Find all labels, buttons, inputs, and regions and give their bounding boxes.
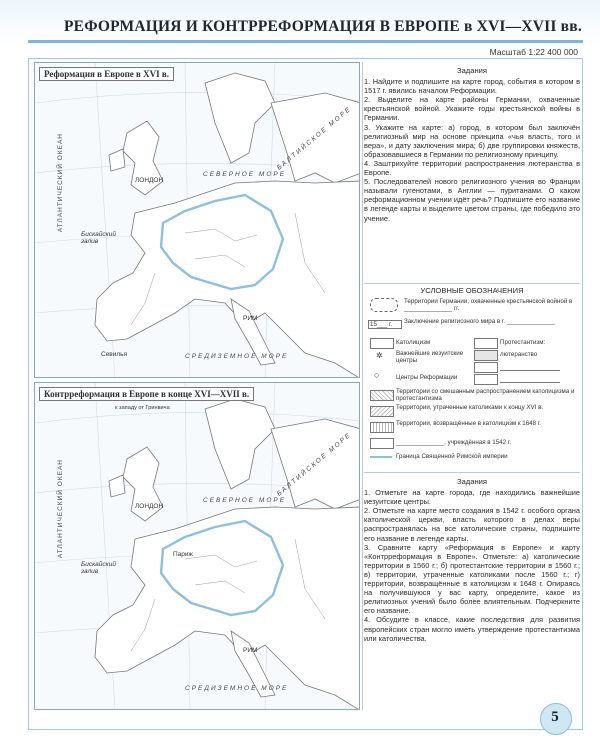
baltic-sea-label-2: БАЛТИЙСКОЕ МОРЕ	[275, 431, 354, 498]
greenwich-note: к западу от Гринвича	[115, 405, 170, 411]
jesuit-centre-icon: ✲	[376, 351, 383, 360]
tasks-heading: Задания	[456, 66, 487, 75]
map-counter-reformation-svg	[35, 383, 360, 710]
section-divider	[364, 283, 580, 284]
med-sea-label: СРЕДИЗЕМНОЕ МОРЕ	[185, 353, 289, 360]
tasks-heading-2: Задания	[456, 477, 487, 486]
legend-swatch-lost	[370, 406, 394, 417]
legend-lutheranism: лютеранство	[500, 351, 538, 358]
legend-swatch-founded	[370, 438, 394, 449]
legend-blank-line-2	[500, 376, 560, 383]
seville-label: Севилья	[101, 351, 128, 358]
legend-swatch-mixed	[370, 390, 394, 401]
north-sea-label-2: СЕВЕРНОЕ МОРЕ	[203, 497, 287, 504]
legend-jesuit: Важнейшие иезуитские центры	[396, 350, 464, 364]
page-title: РЕФОРМАЦИЯ И КОНТРРЕФОРМАЦИЯ В ЕВРОПЕ в XVI—XVII вв.	[64, 18, 582, 35]
legend-swatch-border	[370, 456, 392, 458]
legend-swatch-lutheranism	[474, 350, 498, 361]
section-divider	[364, 472, 580, 473]
legend-swatch-blank-1	[474, 362, 498, 373]
tasks-counter-reformation	[364, 477, 580, 643]
task-item: 4. Заштрихуйте территории распространения лютеранства в Европе.	[364, 158, 580, 178]
rome-label: РИМ	[243, 315, 258, 322]
task-item: 2. Выделите на карте районы Германии, охваченные крестьянской войной. Укажите годы крестьянской войны в Германии.	[364, 95, 580, 123]
london-label-2: ЛОНДОН	[135, 503, 164, 510]
legend-catholicism: Католицизм	[396, 339, 431, 346]
task-item: 3. Укажите на карте: а) город, в котором был заключён религиозный мир на основе принципа «чья власть, того и вера», и дату заключения мира; б) две группировки княжеств, образовавшиеся в Германии по религиозному принципу.	[364, 122, 580, 159]
task-item: 2. Отметьте на карте место создания в 1542 г. особого органа католической церкви, власть которого в делах веры распространялась на все католические страны, подпишите его название в легенде карты.	[364, 506, 580, 543]
legend-reformation-centres: Центры Реформации	[396, 374, 458, 381]
legend-peace-date: 15___ г.	[368, 320, 402, 329]
legend-returned: Территории, возвращённые в католицизм к 1648 г.	[396, 420, 542, 427]
legend-swatch-protestantism	[474, 338, 498, 349]
reformation-centre-icon: ○	[374, 370, 380, 380]
task-item: 1. Отметьте на карте города, где находились важнейшие иезуитские центры.	[364, 488, 580, 507]
legend-swatch-blank-2	[474, 374, 498, 385]
legend-swatch-catholicism	[370, 338, 394, 349]
map-reformation-title: Реформация в Европе в XVI в.	[39, 67, 174, 81]
legend-peace: Заключение религиозного мира в г. ______________	[404, 318, 556, 325]
biscay-label: Бискайский залив	[81, 231, 116, 245]
task-item: 4. Обсудите в классе, какие последствия для развития европейских стран могло иметь утверждение протестантизма или католичества.	[364, 615, 580, 643]
legend-founded: ______________, учреждённая в 1542 г.	[396, 439, 511, 446]
north-sea-label: СЕВЕРНОЕ МОРЕ	[203, 171, 287, 178]
task-item: 5. Последователей нового религиозного учения во Франции называли гугенотами, в Англии — пуританами. О каком реформационном учении идёт речь? Подпишите его название в легенде карты и выделите цветом страны, где победило это учение.	[364, 177, 580, 223]
legend-mixed: Территории со смешанным распространением католицизма и протестантизма	[396, 388, 575, 402]
title-rule	[28, 40, 583, 43]
map-scale: Масштаб 1:22 400 000	[489, 47, 578, 57]
paris-label: Париж	[173, 551, 193, 558]
legend-heading: УСЛОВНЫЕ ОБОЗНАЧЕНИЯ	[420, 286, 524, 295]
biscay-label-2: Бискайский залив	[81, 561, 116, 575]
legend-protestantism: Протестантизм:	[500, 339, 546, 346]
map-reformation[interactable]	[34, 62, 360, 378]
legend-border: Граница Священной Римской империи	[396, 453, 508, 460]
page-number: 5	[551, 709, 559, 725]
legend-blank-line	[500, 364, 560, 371]
legend-swatch-returned	[370, 422, 394, 433]
map-reformation-svg	[35, 63, 360, 378]
legend-peasant-war: Территории Германии, охваченные крестьянской войной в ______________ гг.	[404, 298, 573, 312]
map-counter-reformation[interactable]	[34, 382, 360, 710]
rome-label-2: РИМ	[243, 647, 258, 654]
legend	[364, 286, 580, 466]
tasks-reformation	[364, 66, 580, 223]
map-counter-reformation-title: Контрреформация в Европе в конце XVI—XVII в.	[39, 387, 254, 401]
baltic-sea-label: БАЛТИЙСКОЕ МОРЕ	[275, 105, 354, 172]
task-item: 1. Найдите и подпишите на карте город, события в котором в 1517 г. явились началом Реформации.	[364, 77, 580, 96]
med-sea-label-2: СРЕДИЗЕМНОЕ МОРЕ	[185, 685, 289, 692]
atlantic-label-2: АТЛАНТИЧЕСКИЙ ОКЕАН	[57, 459, 64, 559]
legend-lost: Территории, утраченные католиками к концу XVI в.	[396, 404, 544, 411]
atlantic-label: АТЛАНТИЧЕСКИЙ ОКЕАН	[57, 133, 64, 233]
column-divider	[362, 62, 363, 710]
legend-swatch-peasant	[370, 298, 398, 312]
london-label: ЛОНДОН	[135, 177, 164, 184]
task-item: 3. Сравните карту «Реформация в Европе» и карту «Контрреформация в Европе». Отметьте: а) католические территории в 1560 г.; б) протестантские территории в 1560 г.; в) территории, утраченные католиками после 1560 г.; г) территории, возвращённые в католицизм к 1648 г. Опираясь на получившуюся у вас карту, определите, какое из религиозных учений было более влиятельным. Подчеркните его название.	[364, 542, 580, 616]
